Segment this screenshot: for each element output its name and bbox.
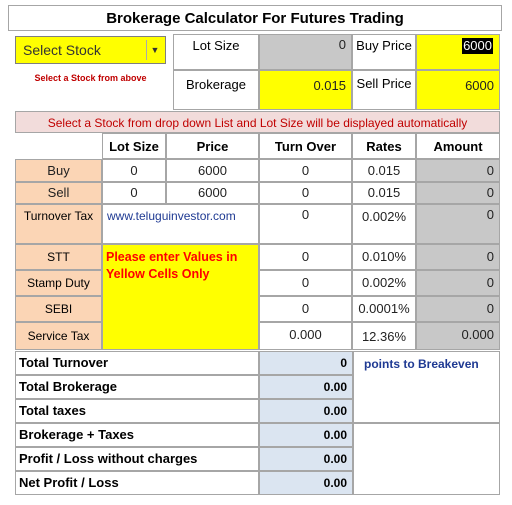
summary-value-net-profit-loss: 0.00 <box>259 471 353 495</box>
sebi-turnover: 0 <box>259 296 352 322</box>
turnover-tax-turnover: 0 <box>259 204 352 244</box>
sebi-rate: 0.0001% <box>352 296 416 322</box>
buy-lot: 0 <box>102 159 166 182</box>
buy-price-input[interactable] <box>416 34 500 70</box>
header-turnover: Turn Over <box>259 133 352 159</box>
stt-turnover: 0 <box>259 244 352 270</box>
summary-value-total-taxes: 0.00 <box>259 399 353 423</box>
sell-turnover: 0 <box>259 182 352 204</box>
row-label-sebi: SEBI <box>15 296 102 322</box>
sell-price: 6000 <box>166 182 259 204</box>
summary-value-total-turnover: 0 <box>259 351 353 375</box>
yellow-notice <box>102 244 259 350</box>
buy-turnover: 0 <box>259 159 352 182</box>
header-amount: Amount <box>416 133 500 159</box>
summary-label-net-profit-loss: Net Profit / Loss <box>15 471 259 495</box>
sell-rate: 0.015 <box>352 182 416 204</box>
summary-label-profit-loss: Profit / Loss without charges <box>15 447 259 471</box>
row-label-stamp-duty: Stamp Duty <box>15 270 102 296</box>
stt-amount: 0 <box>416 244 500 270</box>
buy-price: 6000 <box>166 159 259 182</box>
service-tax-rate: 12.36% <box>352 322 416 350</box>
stt-rate: 0.010% <box>352 244 416 270</box>
summary-label-total-turnover: Total Turnover <box>15 351 259 375</box>
website-link[interactable]: www.teluguinvestor.com <box>107 209 236 223</box>
breakeven-label: points to Breakeven <box>364 357 479 371</box>
notice-text: Please enter Values in Yellow Cells Only <box>106 250 238 281</box>
lot-size-value: 0 <box>259 34 352 70</box>
select-stock-dropdown[interactable] <box>15 36 166 64</box>
summary-value-profit-loss: 0.00 <box>259 447 353 471</box>
summary-label-brokerage-taxes: Brokerage + Taxes <box>15 423 259 447</box>
dropdown-button[interactable] <box>146 40 163 60</box>
select-stock-label: Select Stock <box>23 42 101 58</box>
website-cell <box>102 204 259 244</box>
page-title: Brokerage Calculator For Futures Trading <box>8 5 502 31</box>
header-price: Price <box>166 133 259 159</box>
summary-value-brokerage-taxes: 0.00 <box>259 423 353 447</box>
stamp-duty-turnover: 0 <box>259 270 352 296</box>
brokerage-label: Brokerage <box>173 70 259 110</box>
chevron-down-icon: ▼ <box>150 45 160 55</box>
turnover-tax-rate: 0.002% <box>352 204 416 244</box>
row-label-buy: Buy <box>15 159 102 182</box>
row-label-turnover-tax: Turnover Tax <box>15 204 102 244</box>
brokerage-input[interactable]: 0.015 <box>259 70 352 110</box>
sell-lot: 0 <box>102 182 166 204</box>
summary-block <box>15 351 353 495</box>
stamp-duty-amount: 0 <box>416 270 500 296</box>
sebi-amount: 0 <box>416 296 500 322</box>
header-rates: Rates <box>352 133 416 159</box>
select-stock-hint: Select a Stock from above <box>34 73 147 83</box>
row-label-stt: STT <box>15 244 102 270</box>
buy-price-label: Buy Price <box>352 34 416 70</box>
empty-box-lower <box>353 423 500 495</box>
sell-price-label: Sell Price <box>352 70 416 110</box>
buy-price-value: 6000 <box>463 38 492 53</box>
row-label-service-tax: Service Tax <box>15 322 102 350</box>
header-lot-size: Lot Size <box>102 133 166 159</box>
summary-label-total-brokerage: Total Brokerage <box>15 375 259 399</box>
stamp-duty-rate: 0.002% <box>352 270 416 296</box>
breakeven-box <box>353 351 500 423</box>
summary-value-total-brokerage: 0.00 <box>259 375 353 399</box>
service-tax-amount: 0.000 <box>416 322 500 350</box>
buy-amount: 0 <box>416 159 500 182</box>
row-label-sell: Sell <box>15 182 102 204</box>
instruction-banner: Select a Stock from drop down List and Lot Size will be displayed automatically <box>15 111 500 133</box>
buy-rate: 0.015 <box>352 159 416 182</box>
service-tax-turnover: 0.000 <box>259 322 352 350</box>
lot-size-label: Lot Size <box>173 34 259 70</box>
summary-label-total-taxes: Total taxes <box>15 399 259 423</box>
turnover-tax-amount: 0 <box>416 204 500 244</box>
sell-price-input[interactable]: 6000 <box>416 70 500 110</box>
sell-amount: 0 <box>416 182 500 204</box>
